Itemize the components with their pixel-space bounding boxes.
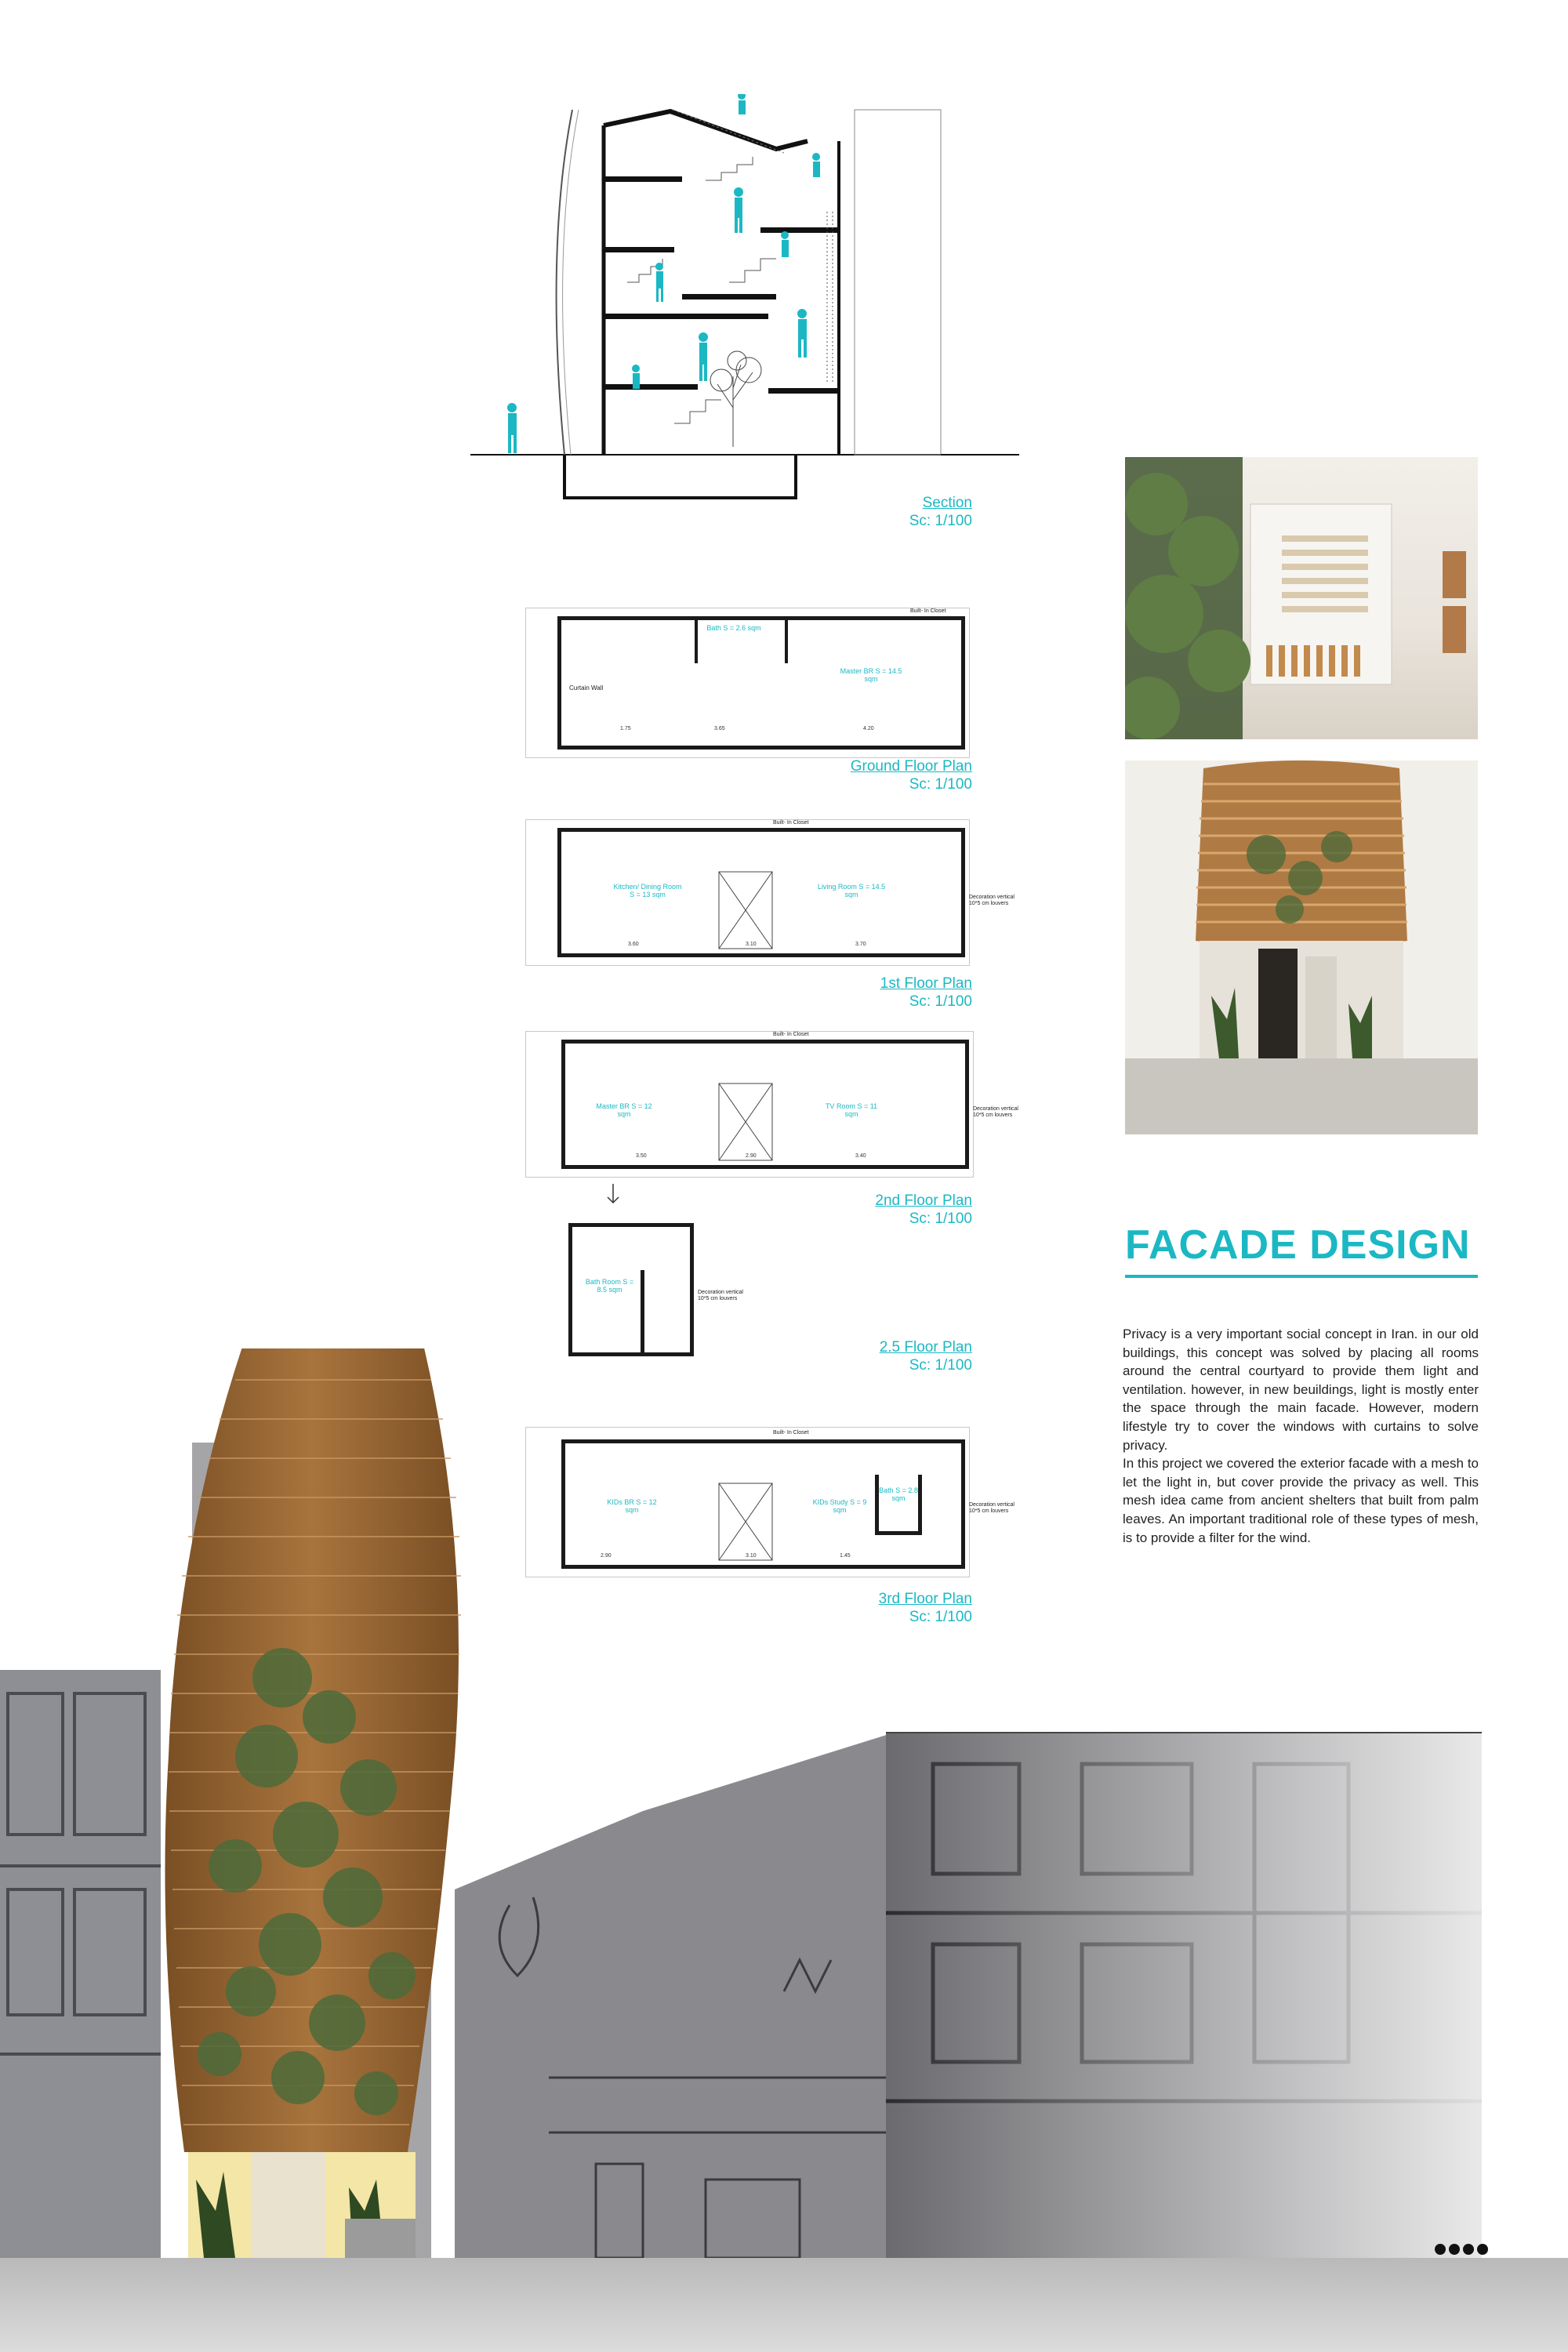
facade-entrance-render <box>1125 760 1478 1134</box>
ground-floor-plan: Built- In Closet Bath S = 2.6 sqm Master BR S = 14.5 sqm Curtain Wall 1.75 3.65 4.20 <box>525 608 970 758</box>
plan-note: Decoration vertical 10*5 cm louvers <box>969 895 1014 906</box>
page-dot <box>1477 2244 1488 2255</box>
room-label: Bath S = 2.6 sqm <box>706 624 761 632</box>
room-label: KIDs BR S = 12 sqm <box>607 1498 657 1514</box>
page-dot <box>1435 2244 1446 2255</box>
section-drawing <box>470 94 1019 502</box>
section-scale: Sc: 1/100 <box>909 513 972 529</box>
plan-note: Decoration vertical 10*5 cm louvers <box>973 1106 1018 1118</box>
interior-render <box>1125 457 1478 739</box>
street-elevation-render <box>0 1348 1568 2352</box>
room-label: Master BR S = 14.5 sqm <box>840 667 902 683</box>
room-label: Master BR S = 12 sqm <box>596 1102 652 1118</box>
plan-scale: Sc: 1/100 <box>909 776 972 793</box>
room-label: TV Room S = 11 sqm <box>825 1102 878 1118</box>
plan-note: Decoration vertical 10*5 cm louvers <box>698 1290 743 1301</box>
facade-paragraph: Privacy is a very important social concept in Iran. in our old buildings, this concept was solved by placing all rooms around the central courtyard to provide them light and ventilation. however, in new beuildings, light is mostly enter the space through the main facade. However, modern lifestyle try to cover the windows with curtains to solve privacy. <box>1123 1327 1479 1453</box>
two-half-floor-plan <box>568 1223 743 1360</box>
plan-note: Built- In Closet <box>773 1430 809 1436</box>
room-label: KIDs Study S = 9 sqm <box>812 1498 867 1514</box>
room-label: Bath S = 2.8 sqm <box>879 1486 918 1502</box>
plan-scale: Sc: 1/100 <box>909 993 972 1010</box>
plan-note: Curtain Wall <box>569 684 604 691</box>
plan-title: Ground Floor Plan <box>850 758 972 775</box>
plan-title: 2.5 Floor Plan <box>879 1339 972 1356</box>
plan-scale: Sc: 1/100 <box>909 1609 972 1625</box>
third-floor-plan: Built- In Closet KIDs BR S = 12 sqm KIDs Study S = 9 sqm Bath S = 2.8 sqm Decoration vertical 10*5 cm louvers 2.90 3.10 1.45 <box>525 1427 970 1577</box>
ground-floor-caption <box>784 757 972 793</box>
first-floor-plan: Built- In Closet Kitchen/ Dining Room S = 13 sqm Living Room S = 14.5 sqm Decoration vertical 10*5 cm louvers 3.60 3.10 3.70 <box>525 819 970 966</box>
room-label: Bath Room S = 8.5 sqm <box>585 1278 634 1294</box>
room-label: Kitchen/ Dining Room S = 13 sqm <box>613 883 682 898</box>
plan-note: Decoration vertical 10*5 cm louvers <box>969 1502 1014 1514</box>
plan-note: Built- In Closet <box>910 608 946 614</box>
page-dot <box>1449 2244 1460 2255</box>
arrow-down-icon <box>604 1182 622 1206</box>
plan-title: 1st Floor Plan <box>880 975 972 992</box>
room-label: Living Room S = 14.5 sqm <box>817 883 886 898</box>
plan-note: Built- In Closet <box>773 1032 809 1037</box>
plan-scale: Sc: 1/100 <box>909 1210 972 1227</box>
section-title: Section <box>922 495 972 511</box>
facade-paragraph: In this project we covered the exterior facade with a mesh to let the light in, but cover provide the privacy as well. This mesh idea came from ancient shelters that built from palm leaves. An important traditional role of these types of mesh, is to provide a filter for the wind. <box>1123 1456 1479 1545</box>
plan-title: 2nd Floor Plan <box>875 1192 972 1209</box>
section-caption <box>815 494 972 530</box>
plan-scale: Sc: 1/100 <box>909 1357 972 1374</box>
second-floor-plan: Built- In Closet Master BR S = 12 sqm TV Room S = 11 sqm Decoration vertical 10*5 cm louvers 3.50 2.90 3.40 <box>525 1031 974 1178</box>
first-floor-caption <box>784 975 972 1011</box>
plan-title: 3rd Floor Plan <box>878 1591 972 1607</box>
page-dot <box>1463 2244 1474 2255</box>
plan-note: Built- In Closet <box>773 820 809 826</box>
facade-title: FACADE DESIGN <box>1125 1223 1478 1278</box>
second-floor-caption <box>784 1192 972 1228</box>
